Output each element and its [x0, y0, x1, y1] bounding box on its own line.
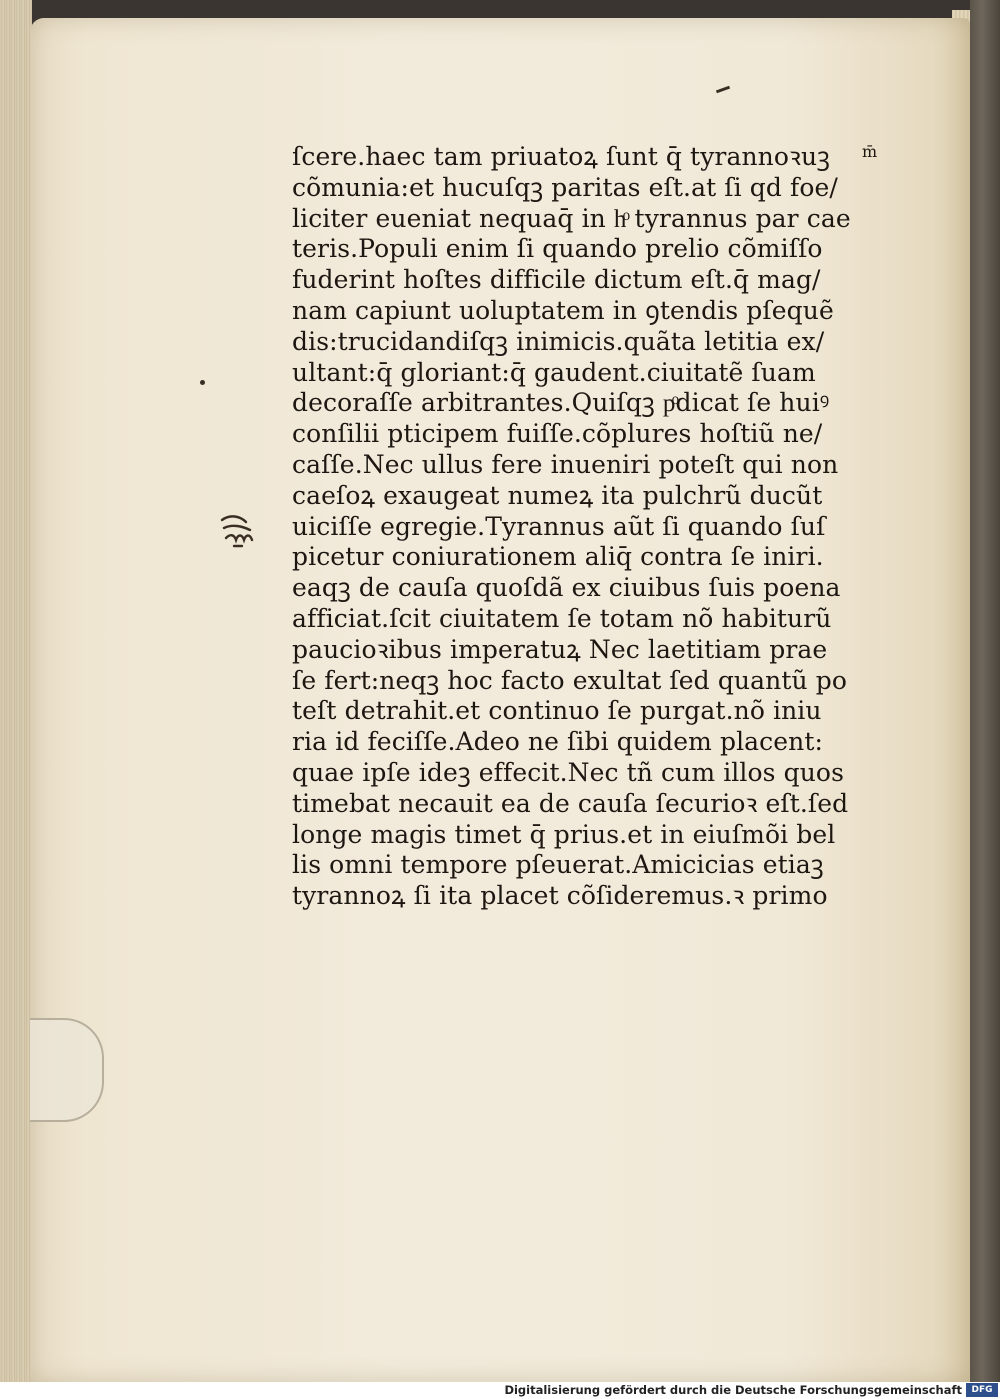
- marginal-mark: [216, 510, 260, 554]
- text-line: lis omni tempore pſeuerat.Amicicias etiaꝫ: [292, 850, 824, 880]
- text-line: timebat necauit ea de cauſa ſecurioꝛ eſt.ſed: [292, 788, 849, 818]
- text-line: liciter eueniat nequaq̄ in hͦ tyrannus par cae: [292, 203, 851, 233]
- text-line: decoraſſe arbitrantes.Quiſqꝫ pͦdicat ſe huiꝰ: [292, 388, 830, 418]
- text-line: cõmunia:et hucuſqꝫ paritas eſt.at ſi qd foe/: [292, 172, 838, 202]
- text-line: quae ipſe ideꝫ effecit.Nec tñ cum illos quos: [292, 757, 845, 787]
- text-line: paucioꝛibus imperatuꝝ Nec laetitiam prae: [292, 634, 828, 664]
- text-line: picetur coniurationem aliq̄ contra ſe iniri.: [292, 542, 824, 572]
- text-line: tyrannoꝝ ſi ita placet cõſideremus.ꝛ primo: [292, 881, 828, 911]
- text-line: fuderint hoſtes difficile dictum eſt.q̄ mag/: [292, 265, 821, 295]
- signature-mark: m̄: [862, 142, 878, 161]
- text-block: [292, 142, 912, 912]
- text-line: uiciſſe egregie.Tyrannus aũt ſi quando ſuſ: [292, 511, 826, 541]
- text-line: ultant:q̄ gloriant:q̄ gaudent.ciuitatẽ ſuam: [292, 357, 816, 387]
- text-line: caeſoꝝ exaugeat numeꝝ ita pulchrũ ducũt: [292, 480, 823, 510]
- footer-credit: Digitalisierung gefördert durch die Deutsche Forschungsgemeinschaft: [504, 1383, 962, 1397]
- text-line: ſe fert:neqꝫ hoc facto exultat ſed quantũ po: [292, 665, 847, 695]
- text-line: longe magis timet q̄ prius.et in eiuſmõi bel: [292, 819, 836, 849]
- text-line: conſilii pticipem fuiſſe.cõplures hoſtiũ ne/: [292, 419, 823, 449]
- binding-board: [970, 0, 1000, 1382]
- ink-dot: [200, 380, 205, 385]
- text-line: teſt detrahit.et continuo ſe purgat.nõ iniu: [292, 696, 822, 726]
- text-line: eaqꝫ de cauſa quoſdã ex ciuibus ſuis poena: [292, 573, 841, 603]
- text-line: afficiat.ſcit ciuitatem ſe totam nõ habiturũ: [292, 603, 832, 633]
- text-line: teris.Populi enim ſi quando prelio cõmiſſo: [292, 234, 823, 264]
- text-line: ria id feciſſe.Adeo ne ſibi quidem placent:: [292, 727, 824, 757]
- dfg-logo: DFG: [966, 1383, 998, 1397]
- text-line: ſcere.haec tam priuatoꝝ ſunt q̄ tyrannoꝛuꝫ: [292, 142, 831, 171]
- page-clip: [30, 1018, 104, 1122]
- page-edges: [0, 0, 32, 1382]
- text-line: nam capiunt uoluptatem in ꝯtendis pſequẽ: [292, 295, 834, 325]
- text-line: caſſe.Nec ullus fere inueniri poteſt qui non: [292, 449, 839, 479]
- text-line: dis:trucidandiſqꝫ inimicis.quãta letitia ex/: [292, 326, 825, 356]
